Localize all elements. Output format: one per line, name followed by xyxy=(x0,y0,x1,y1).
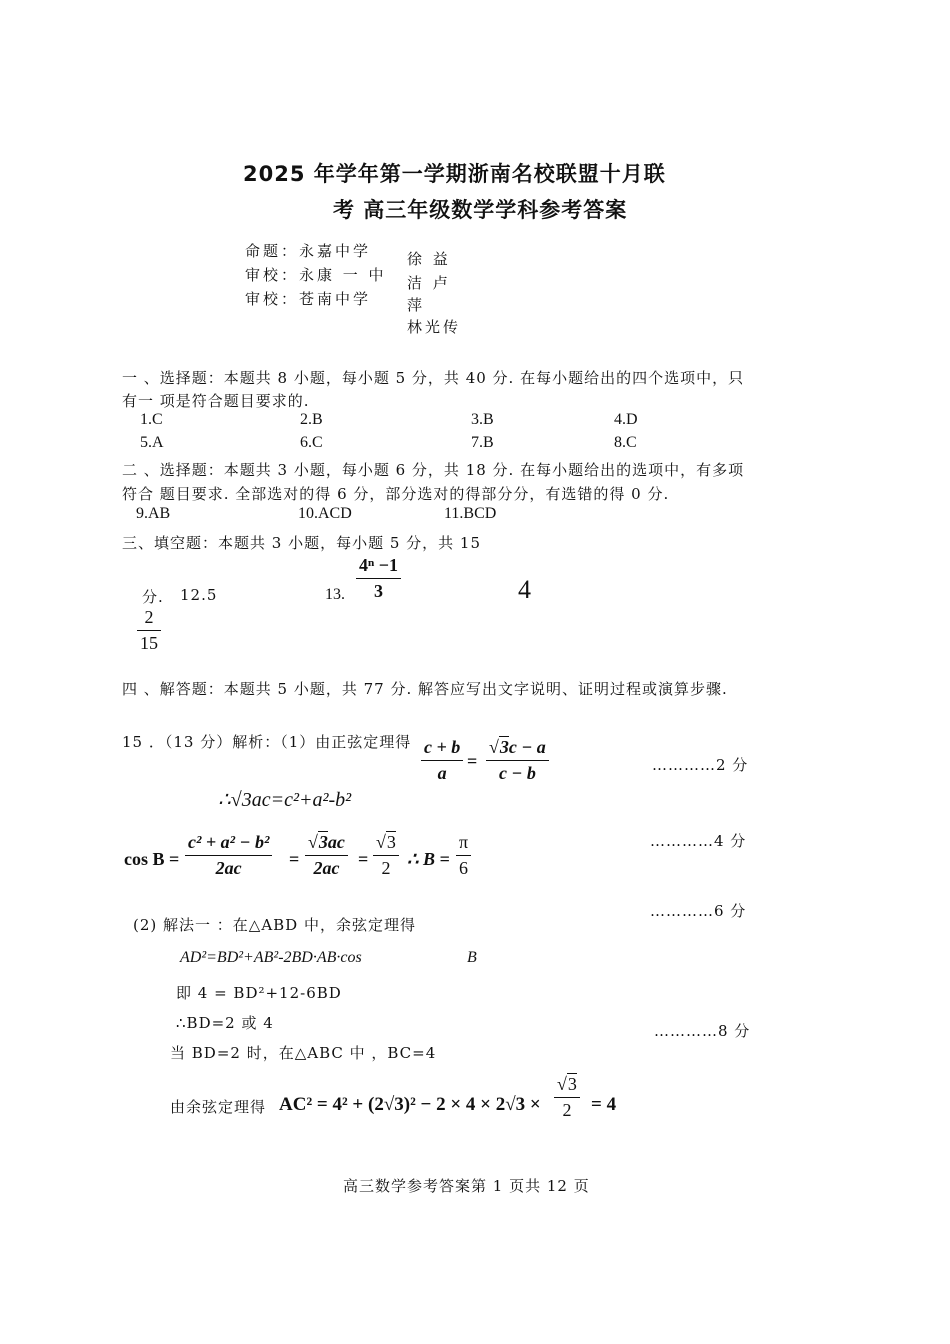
ad-equation-B: B xyxy=(467,949,477,966)
eq1-lhs-denominator: a xyxy=(437,763,447,783)
cosB-equals-3: = xyxy=(358,849,369,869)
title-line-1: 2025 年学年第一学期浙南名校联盟十月联 xyxy=(243,162,666,186)
section2-heading-line2: 符合 题目要求. 全部选对的得 6 分，部分选对的得部分分，有选错的得 0 分. xyxy=(122,485,670,503)
page-footer: 高三数学参考答案第 1 页共 12 页 xyxy=(343,1177,590,1195)
answer-5: 5.A xyxy=(140,434,164,451)
title-line-2: 考 高三年级数学学科参考答案 xyxy=(333,198,628,222)
points-8: …………8 分 xyxy=(654,1022,751,1040)
cosB-fraction-2 xyxy=(305,832,348,879)
eq1-rhs-denominator: c − b xyxy=(498,763,536,783)
fraction-bar xyxy=(456,855,471,856)
cosB-radicand-3: 3 xyxy=(386,832,396,852)
answer-13-label: 13. xyxy=(325,586,345,603)
cosB-rest-2: ac xyxy=(327,832,345,852)
credit-name-4: 林光传 xyxy=(407,318,462,336)
credit-name-3: 萍 xyxy=(407,296,426,314)
ac-result: = 4 xyxy=(591,1094,617,1115)
points-6: …………6 分 xyxy=(650,902,747,920)
eq1-rhs-numerator: √3c − a xyxy=(489,737,546,757)
cosB-fraction-1 xyxy=(185,832,272,879)
credit-name-1: 徐 益 xyxy=(407,250,451,268)
section4-heading: 四 、解答题：本题共 5 小题，共 77 分. 解答应写出文字说明、证明过程或演算步骤. xyxy=(122,680,728,698)
answer-1: 1.C xyxy=(140,411,163,428)
q15-eq1-rhs xyxy=(486,737,549,784)
fraction-bar xyxy=(137,630,161,631)
cosB-numerator-3: √3 xyxy=(376,832,396,852)
answer-4: 4.D xyxy=(614,411,638,428)
cosB-pi-over-6 xyxy=(456,832,471,879)
cosB-denominator: 2ac xyxy=(215,858,242,878)
fraction-denominator: 15 xyxy=(140,633,158,653)
section1-heading-line1: 一 、选择题：本题共 8 小题，每小题 5 分，共 40 分. 在每小题给出的四个选项中，只 xyxy=(122,369,745,387)
answer-7: 7.B xyxy=(471,434,494,451)
answer-2-15-fraction xyxy=(137,607,161,654)
cosB-denominator-2: 2ac xyxy=(313,858,340,878)
cosB-radicand-2: 3 xyxy=(318,832,328,852)
therefore-line: ∴√3ac=c²+a²-b² xyxy=(218,789,352,811)
credit-name-2: 洁 卢 xyxy=(407,274,451,292)
fraction-bar xyxy=(185,855,272,856)
section3-heading: 三、填空题：本题共 3 小题，每小题 5 分，共 15 xyxy=(122,534,482,552)
eq1-rhs-radicand: 3 xyxy=(499,737,509,757)
fraction-bar xyxy=(554,1097,580,1098)
answer-13-denominator: 3 xyxy=(374,581,383,601)
eq1-lhs-numerator: c + b xyxy=(424,737,461,757)
cosB-denominator-3: 2 xyxy=(381,858,391,878)
cosB-equals-2: = xyxy=(289,849,300,869)
pi-denominator: 6 xyxy=(459,858,469,878)
q15-label: 15 ．（13 分）解析：（1）由正弦定理得 xyxy=(122,733,412,751)
pi-symbol: π xyxy=(459,832,469,852)
fraction-bar xyxy=(356,578,401,579)
credit-role-3: 审校：苍南中学 xyxy=(245,290,372,308)
part2-label: (2) 解法一 ：在△ABD 中，余弦定理得 xyxy=(133,916,416,934)
cosB-label: cos B = xyxy=(124,849,180,869)
answer-13-numerator: 4ⁿ −1 xyxy=(359,555,399,575)
answer-11: 11.BCD xyxy=(444,505,497,522)
eq1-equals: = xyxy=(467,751,478,771)
cosB-numerator: c² + a² − b² xyxy=(188,832,270,852)
dang-line: 当 BD=2 时，在△ABC 中 ，BC=4 xyxy=(170,1044,437,1062)
fraction-bar xyxy=(305,855,348,856)
ac-expression: AC² = 4² + (2√3)² − 2 × 4 × 2√3 × xyxy=(279,1094,541,1115)
cosB-conclusion: ∴ B = xyxy=(407,849,450,869)
fraction-numerator: 2 xyxy=(144,607,154,627)
points-4: …………4 分 xyxy=(650,832,747,850)
section1-heading-line2: 有一 项是符合题目要求的. xyxy=(122,392,310,410)
ad-equation: AD²=BD²+AB²-2BD·AB·cos xyxy=(180,949,362,966)
answer-13-fraction xyxy=(356,555,401,602)
ji-line: 即 4 = BD²+12-6BD xyxy=(176,984,342,1002)
ac-frac-denominator: 2 xyxy=(562,1100,572,1120)
answer-12: 12.5 xyxy=(180,586,218,604)
ac-sqrt3-over-2 xyxy=(554,1074,580,1121)
cosB-fraction-3 xyxy=(373,832,399,879)
cosB-numerator-2: √3ac xyxy=(308,832,345,852)
eq1-rhs-rest: c − a xyxy=(508,737,546,757)
answer-3: 3.B xyxy=(471,411,494,428)
answer-9: 9.AB xyxy=(136,505,171,522)
answer-14: 4 xyxy=(518,575,531,604)
cos-rule-label: 由余弦定理得 xyxy=(170,1098,267,1116)
credit-role-2: 审校：永康 一 中 xyxy=(245,266,387,284)
section2-heading-line1: 二 、选择题：本题共 3 小题，每小题 6 分，共 18 分. 在每小题给出的选项中，有多项 xyxy=(122,461,745,479)
answer-8: 8.C xyxy=(614,434,637,451)
fraction-bar xyxy=(486,760,549,761)
points-2: …………2 分 xyxy=(652,756,749,774)
ac-frac-numerator: √3 xyxy=(557,1074,577,1094)
answer-6: 6.C xyxy=(300,434,323,451)
answer-10: 10.ACD xyxy=(298,505,352,522)
credit-role-1: 命题：永嘉中学 xyxy=(245,242,372,260)
section3-fen: 分. xyxy=(142,588,164,606)
bd-line: ∴BD=2 或 4 xyxy=(176,1014,274,1032)
q15-eq1-lhs xyxy=(421,737,463,784)
fraction-bar xyxy=(421,760,463,761)
ac-frac-radicand: 3 xyxy=(567,1074,577,1094)
answer-2: 2.B xyxy=(300,411,323,428)
fraction-bar xyxy=(373,855,399,856)
